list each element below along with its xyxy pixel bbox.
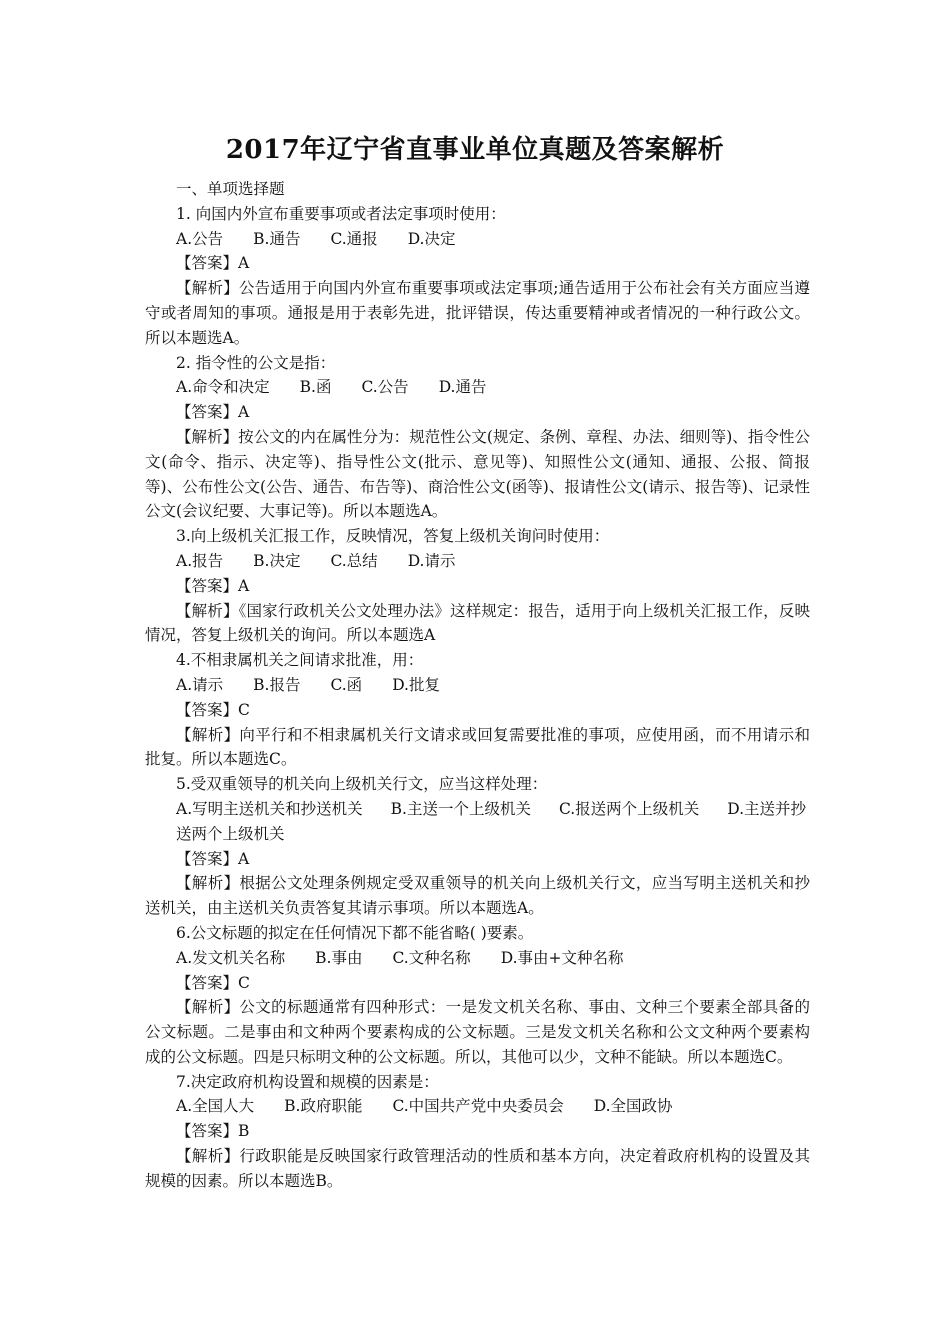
question-1-options [145,227,810,252]
question-2-option-c: C.公告 [361,378,409,397]
question-5-options [145,797,810,847]
document-title: 2017年辽宁省直事业单位真题及答案解析 [225,135,725,165]
question-7-analysis: 【解析】行政职能是反映国家行政管理活动的性质和基本方向，决定着政府机构的设置及其规模的因素。所以本题选B。 [145,1147,810,1190]
question-7-option-c: C.中国共产党中央委员会 [392,1097,564,1116]
question-6-option-d: D.事由+文种名称 [500,948,624,967]
question-4-analysis: 【解析】向平行和不相隶属机关行文请求或回复需要批准的事项，应使用函，而不用请示和批复。所以本题选C。 [145,725,810,769]
question-6-option-b: B.事由 [315,948,363,967]
question-2-stem: 2. 指令性的公文是指： [176,353,336,372]
question-7-answer: 【答案】B [176,1122,250,1141]
question-5-option-a: A.写明主送机关和抄送机关 [176,799,363,818]
question-2-option-a: A.命令和决定 [176,378,270,397]
document-body [145,177,810,1194]
question-3-option-b: B.决定 [253,551,301,570]
question-1-option-b: B.通告 [253,229,301,248]
question-1-stem: 1. 向国内外宣布重要事项或者法定事项时使用： [176,204,506,223]
question-2-option-b: B.函 [299,378,332,397]
question-1-option-a: A.公告 [176,229,224,248]
question-1-analysis: 【解析】公告适用于向国内外宣布重要事项或法定事项;通告适用于公布社会有关方面应当遵守或者周知的事项。通报是用于表彰先进，批评错误，传达重要精神或者情况的一种行政公文。所以本题选A。 [145,279,810,347]
question-6-option-c: C.文种名称 [392,948,471,967]
question-5-stem: 5.受双重领导的机关向上级机关行文，应当这样处理： [176,775,548,794]
question-7-option-d: D.全国政协 [593,1097,673,1116]
question-2-options [145,375,810,400]
question-3-option-a: A.报告 [176,551,224,570]
section-heading: 一、单项选择题 [176,180,285,198]
question-3-option-c: C.总结 [330,551,378,570]
question-4-option-d: D.批复 [392,675,440,694]
question-5-answer: 【答案】A [176,849,250,868]
question-5-option-c: C.报送两个上级机关 [558,799,700,818]
question-2-option-d: D.通告 [438,378,487,397]
question-6-stem: 6.公文标题的拟定在任何情况下都不能省略( )要素。 [176,923,534,942]
question-1-option-d: D.决定 [407,229,456,248]
question-4-stem: 4.不相隶属机关之间请求批准，用： [176,651,424,670]
question-2-analysis: 【解析】按公文的内在属性分为：规范性公文(规定、条例、章程、办法、细则等)、指令性公文(命令、指示、决定等)、指导性公文(批示、意见等)、知照性公文(通知、通报、公报、简报等)、公布性公文(公告、通告、布告等)、商洽性公文(函等)、报请性公文(请示、报告等)、记录性公文(会议纪要、大事记等)。所以本题选A。 [145,427,810,521]
question-5-option-b: B.主送一个上级机关 [390,799,531,818]
question-4-option-b: B.报告 [253,675,301,694]
question-5-option-d: D.主送并抄送两个上级机关 [176,799,807,843]
question-3-stem: 3.向上级机关汇报工作，反映情况，答复上级机关询问时使用： [176,527,610,546]
question-6-answer: 【答案】C [176,973,250,992]
question-6-option-a: A.发文机关名称 [176,948,286,967]
question-3-options [145,549,810,574]
question-2-answer: 【答案】A [176,403,250,422]
question-4-options [145,673,810,698]
question-4-option-c: C.函 [330,675,363,694]
question-3-analysis: 【解析】《国家行政机关公文处理办法》这样规定：报告，适用于向上级机关汇报工作，反映情况，答复上级机关的询问。所以本题选A [145,601,810,645]
question-6-options [145,946,810,971]
question-5-analysis: 【解析】根据公文处理条例规定受双重领导的机关向上级机关行文，应当写明主送机关和抄送机关，由主送机关负责答复其请示事项。所以本题选A。 [145,874,810,918]
question-4-answer: 【答案】C [176,700,250,719]
question-7-stem: 7.决定政府机构设置和规模的因素是： [176,1072,439,1091]
question-7-option-a: A.全国人大 [176,1097,255,1116]
question-1-answer: 【答案】A [176,254,250,273]
question-6-analysis: 【解析】公文的标题通常有四种形式：一是发文机关名称、事由、文种三个要素全部具备的公文标题。二是事由和文种两个要素构成的公文标题。三是发文机关名称和公文文种两个要素构成的公文标题。四是只标明文种的公文标题。所以，其他可以少，文种不能缺。所以本题选C。 [145,998,810,1066]
question-1-option-c: C.通报 [330,229,378,248]
question-3-answer: 【答案】A [176,576,250,595]
question-3-option-d: D.请示 [407,551,456,570]
question-7-options [145,1094,810,1119]
question-7-option-b: B.政府职能 [284,1097,363,1116]
question-4-option-a: A.请示 [176,675,224,694]
